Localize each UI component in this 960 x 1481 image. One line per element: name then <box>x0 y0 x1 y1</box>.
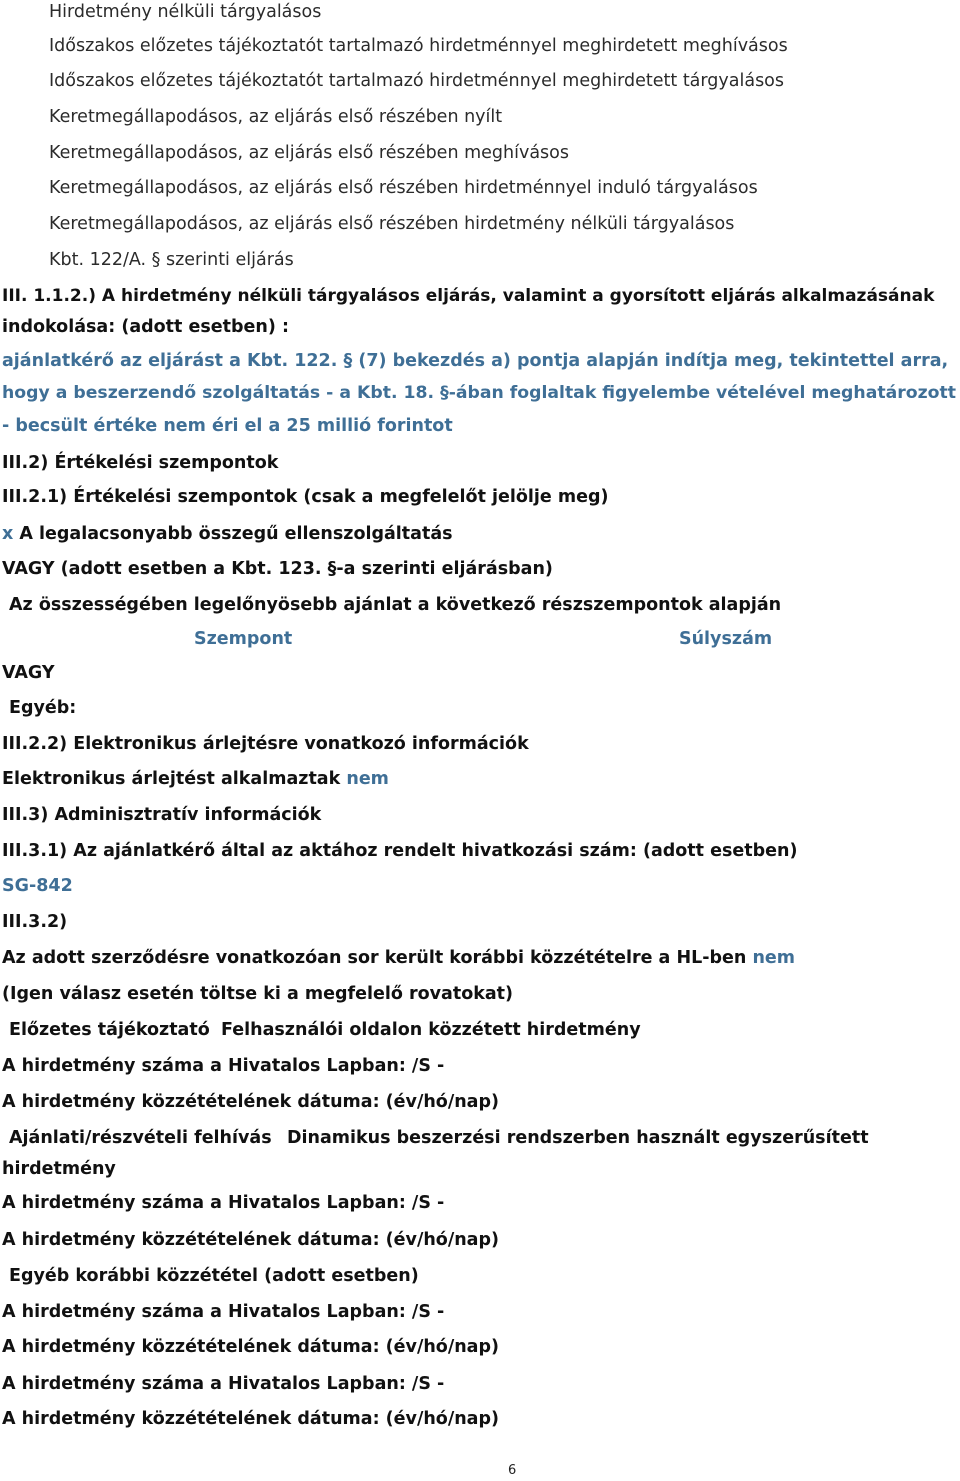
page-number: 6 <box>508 1463 517 1478</box>
or-line: VAGY <box>2 663 55 683</box>
checkbox-mark: x <box>2 524 14 544</box>
previous-pub-value: nem <box>752 948 796 968</box>
contract-notice-option: Ajánlati/részvételi felhívás <box>9 1128 272 1148</box>
procedure-option: Hirdetmény nélküli tárgyalásos <box>49 2 322 22</box>
auction-label: Elektronikus árlejtést alkalmaztak <box>2 769 341 789</box>
lowest-price-row <box>2 522 453 546</box>
previous-pub-label: Az adott szerződésre vonatkozóan sor került korábbi közzétételre a HL-ben <box>2 948 747 968</box>
oj-number-line: A hirdetmény száma a Hivatalos Lapban: /S - <box>2 1056 445 1076</box>
best-value-line: Az összességében legelőnyösebb ajánlat a következő részszempontok alapján <box>9 595 782 615</box>
dps-notice-option: Dinamikus beszerzési rendszerben használt egyszerűsített <box>287 1128 869 1148</box>
justification-answer: hogy a beszerzendő szolgáltatás - a Kbt. 18. §-ában foglaltak figyelembe vételével meghatározott <box>2 383 956 403</box>
oj-date-line: A hirdetmény közzétételének dátuma: (év/hó/nap) <box>2 1092 499 1112</box>
other-line: Egyéb: <box>9 698 77 718</box>
reference-heading: III.3.1) Az ajánlatkérő által az aktához rendelt hivatkozási szám: (adott esetben) <box>2 841 798 861</box>
criterion-column-header: Szempont <box>194 629 293 649</box>
dps-notice-option-cont: hirdetmény <box>2 1159 116 1179</box>
oj-number-line: A hirdetmény száma a Hivatalos Lapban: /S - <box>2 1302 445 1322</box>
justification-answer: - becsült értéke nem éri el a 25 millió forintot <box>2 416 453 436</box>
buyer-profile-option: Felhasználói oldalon közzétett hirdetmény <box>221 1020 641 1040</box>
oj-date-line: A hirdetmény közzétételének dátuma: (év/hó/nap) <box>2 1337 499 1357</box>
oj-date-line: A hirdetmény közzétételének dátuma: (év/hó/nap) <box>2 1230 499 1250</box>
previous-pub-note: (Igen válasz esetén töltse ki a megfelelő rovatokat) <box>2 984 514 1004</box>
procedure-option: Keretmegállapodásos, az eljárás első részében hirdetmény nélküli tárgyalásos <box>49 214 735 234</box>
previous-pub-row <box>2 946 795 970</box>
weight-column-header: Súlyszám <box>679 629 773 649</box>
evaluation-heading: III.2) Értékelési szempontok <box>2 453 279 473</box>
pin-option: Előzetes tájékoztató <box>9 1020 210 1040</box>
procedure-option: Kbt. 122/A. § szerinti eljárás <box>49 250 294 270</box>
procedure-option: Időszakos előzetes tájékoztatót tartalmazó hirdetménnyel meghirdetett meghívásos <box>49 36 788 56</box>
reference-value: SG-842 <box>2 876 73 896</box>
auction-row <box>2 767 389 791</box>
justification-answer: ajánlatkérő az eljárást a Kbt. 122. § (7) bekezdés a) pontja alapján indítja meg, tekintettel arra, <box>2 351 949 371</box>
other-publication-option: Egyéb korábbi közzététel (adott esetben) <box>9 1266 419 1286</box>
auction-value: nem <box>346 769 389 789</box>
justification-heading-cont: indokolása: (adott esetben) : <box>2 317 289 337</box>
procedure-option: Időszakos előzetes tájékoztatót tartalmazó hirdetménnyel meghirdetett tárgyalásos <box>49 71 785 91</box>
previous-pub-heading: III.3.2) <box>2 912 68 932</box>
justification-heading: III. 1.1.2.) A hirdetmény nélküli tárgyalásos eljárás, valamint a gyorsított eljárás alkalmazásának <box>2 286 935 306</box>
oj-number-line: A hirdetmény száma a Hivatalos Lapban: /S - <box>2 1193 445 1213</box>
procedure-option: Keretmegállapodásos, az eljárás első részében hirdetménnyel induló tárgyalásos <box>49 178 758 198</box>
procedure-option: Keretmegállapodásos, az eljárás első részében meghívásos <box>49 143 569 163</box>
auction-heading: III.2.2) Elektronikus árlejtésre vonatkozó információk <box>2 734 529 754</box>
admin-heading: III.3) Adminisztratív információk <box>2 805 322 825</box>
lowest-price-label: A legalacsonyabb összegű ellenszolgáltatás <box>19 524 453 544</box>
evaluation-subheading: III.2.1) Értékelési szempontok (csak a megfelelőt jelölje meg) <box>2 487 609 507</box>
or-123-line: VAGY (adott esetben a Kbt. 123. §-a szerinti eljárásban) <box>2 559 553 579</box>
oj-number-line: A hirdetmény száma a Hivatalos Lapban: /S - <box>2 1374 445 1394</box>
procedure-option: Keretmegállapodásos, az eljárás első részében nyílt <box>49 107 503 127</box>
oj-date-line: A hirdetmény közzétételének dátuma: (év/hó/nap) <box>2 1409 499 1429</box>
